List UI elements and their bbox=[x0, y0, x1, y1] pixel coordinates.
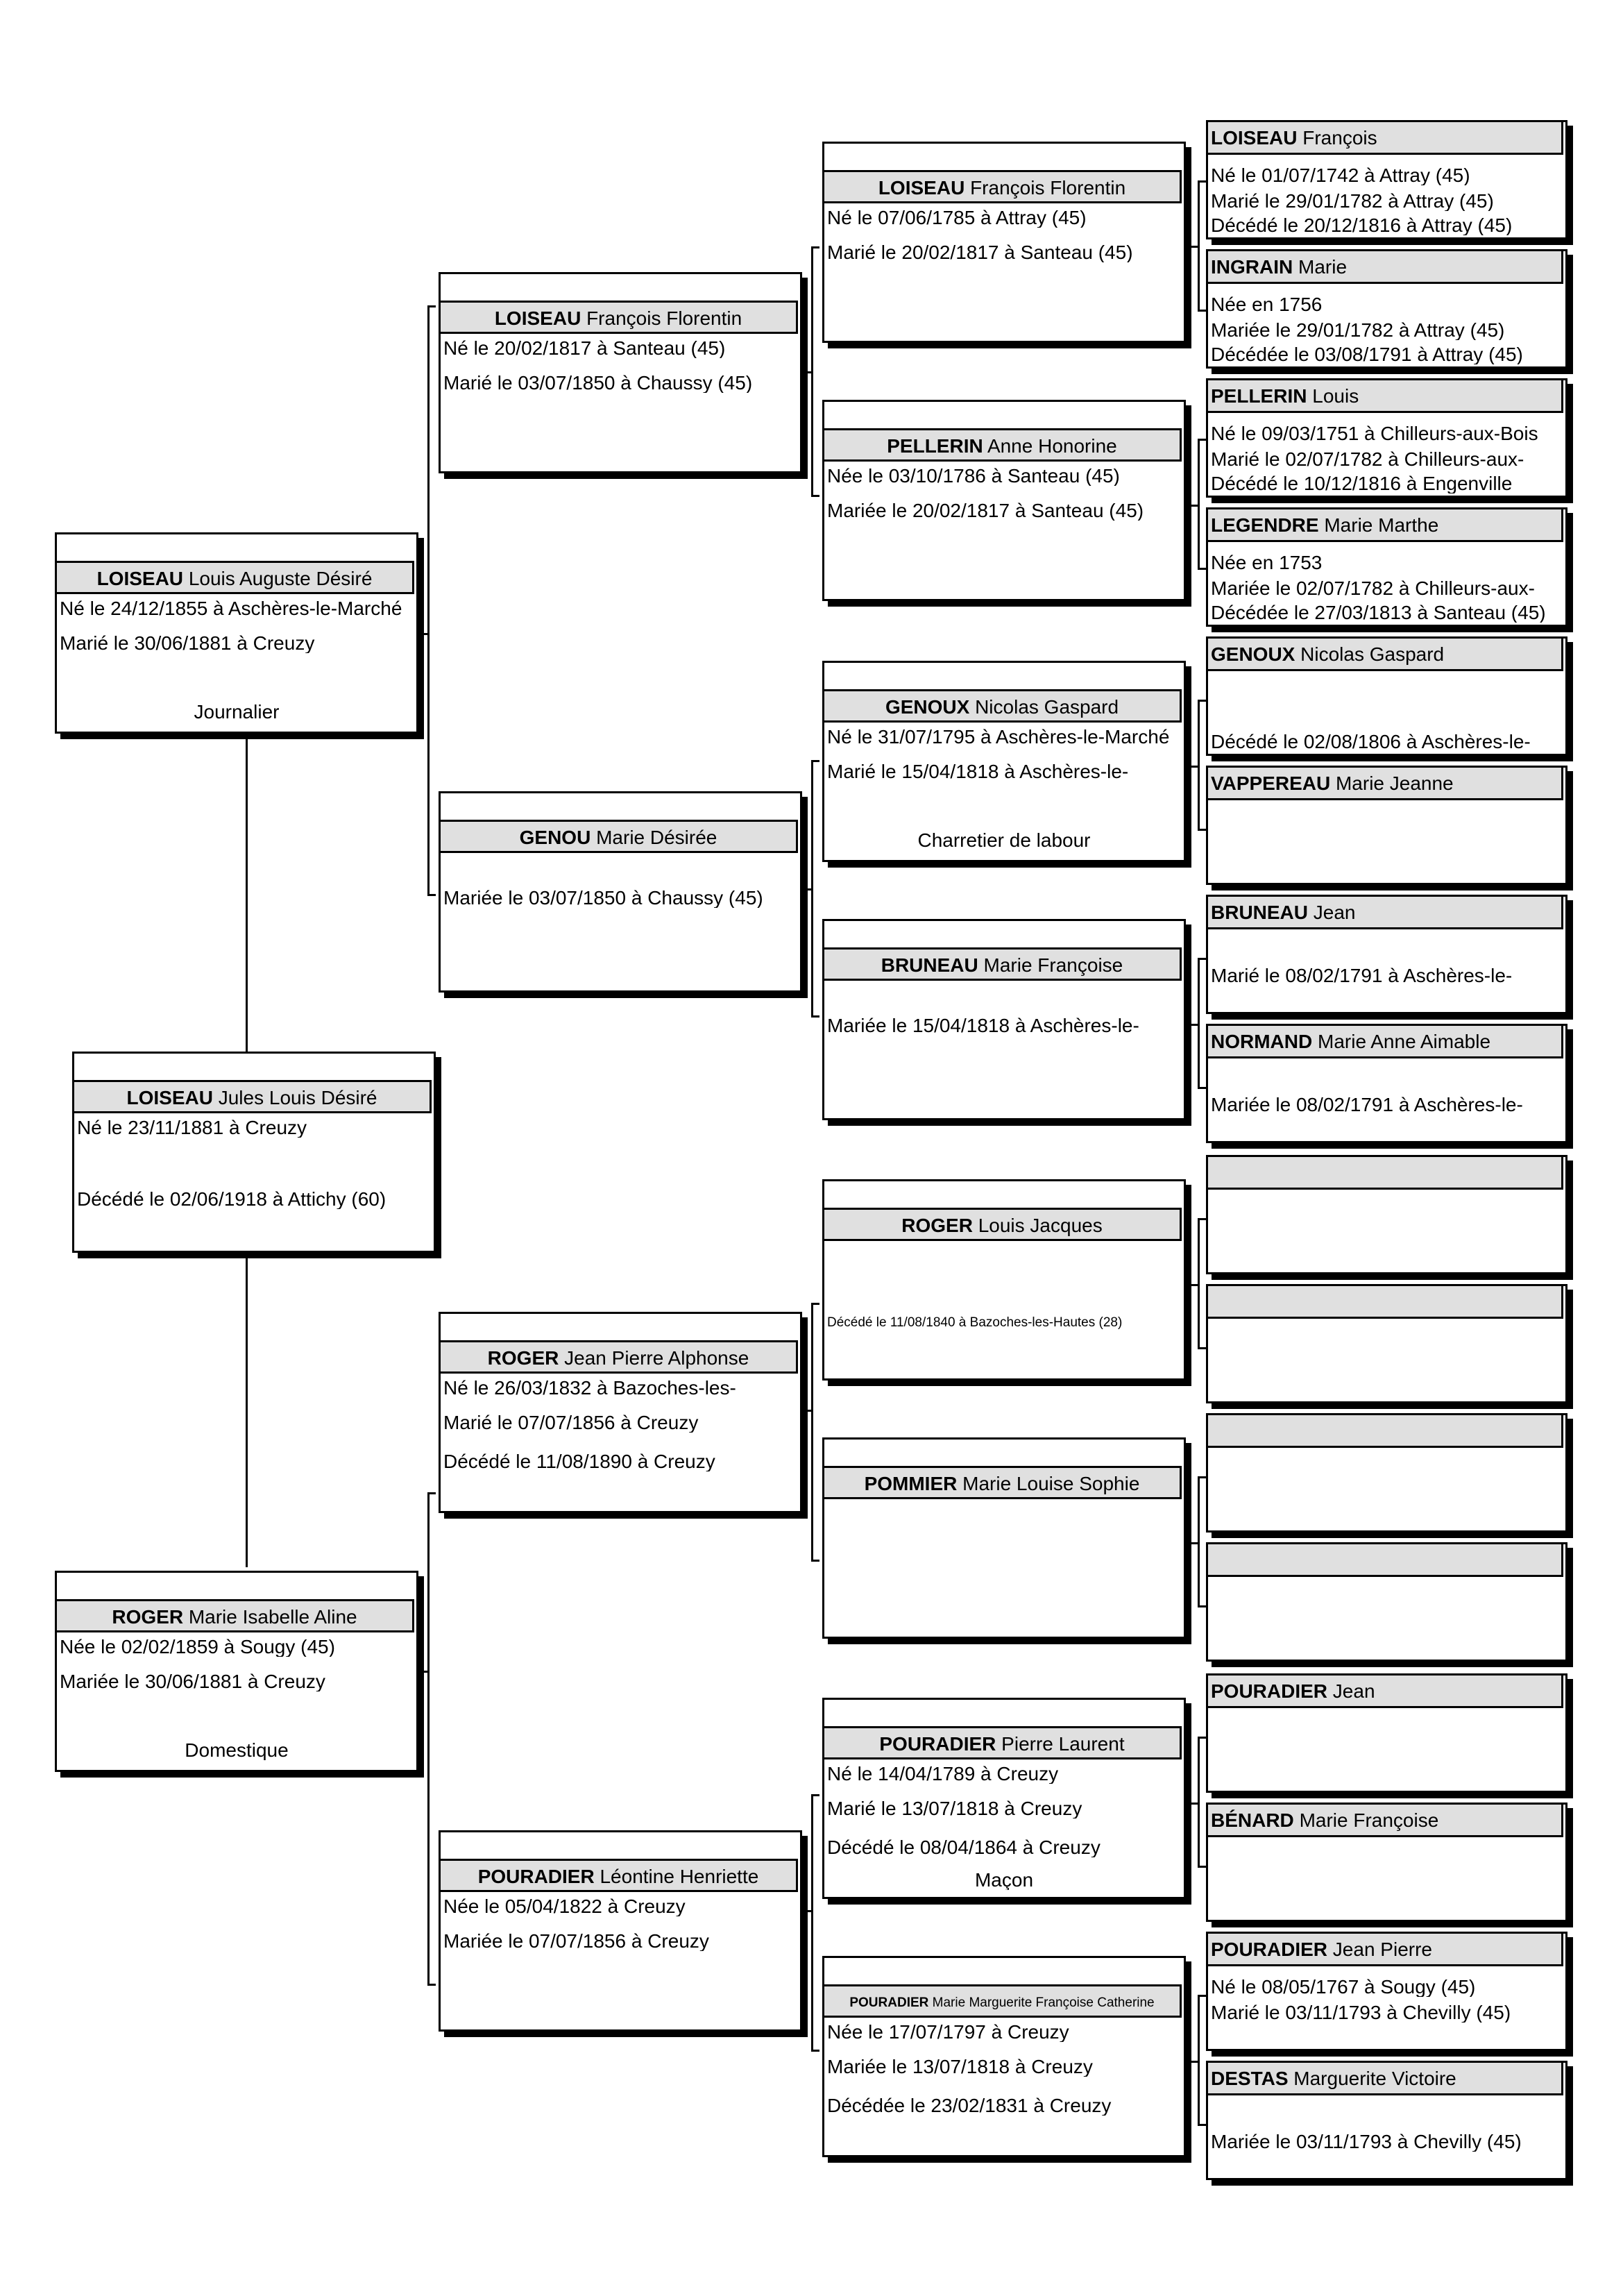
person-box-self[interactable] bbox=[72, 1052, 436, 1253]
surname: POURADIER bbox=[1211, 1939, 1328, 1960]
person-box-ancestor[interactable] bbox=[822, 661, 1186, 862]
name-bar bbox=[1206, 1024, 1563, 1058]
connector-father-parents bbox=[427, 894, 436, 896]
name-bar bbox=[822, 1726, 1182, 1759]
connector-g4-g5 bbox=[1198, 1347, 1206, 1349]
person-box-ancestor[interactable] bbox=[1206, 378, 1567, 498]
marriage-line: Mariée le 07/07/1856 à Creuzy bbox=[443, 1932, 709, 1951]
person-box-paternal-grandmother[interactable] bbox=[439, 791, 802, 993]
name-bar bbox=[1206, 2061, 1563, 2095]
person-box-ancestor[interactable] bbox=[1206, 1803, 1567, 1922]
birth-line: Né le 26/03/1832 à Bazoches-les- bbox=[443, 1378, 736, 1398]
connector-father-parents bbox=[421, 633, 430, 635]
name-bar bbox=[822, 947, 1182, 981]
surname: LOISEAU bbox=[1211, 127, 1298, 149]
given-names: Jean bbox=[1313, 902, 1356, 923]
surname: POURADIER bbox=[1211, 1680, 1328, 1702]
surname: POURADIER bbox=[849, 1995, 929, 2010]
connector-g4-g5 bbox=[1198, 1476, 1206, 1478]
birth-line: Née en 1756 bbox=[1211, 295, 1323, 314]
given-names: Marie bbox=[1298, 256, 1348, 278]
marriage-line: Marié le 08/02/1791 à Aschères-le- bbox=[1211, 966, 1513, 986]
marriage-line: Marié le 03/11/1793 à Chevilly (45) bbox=[1211, 2003, 1511, 2023]
person-box-ancestor[interactable] bbox=[822, 142, 1186, 343]
name-bar bbox=[1206, 1155, 1563, 1190]
surname: LOISEAU bbox=[126, 1087, 213, 1108]
marriage-line: Marié le 15/04/1818 à Aschères-le- bbox=[827, 762, 1129, 782]
name-bar bbox=[439, 1340, 798, 1374]
given-names: Marguerite Victoire bbox=[1293, 2068, 1456, 2089]
connector-mother-parents bbox=[427, 1492, 430, 1985]
connector-g4-g5 bbox=[1191, 1542, 1200, 1544]
connector-g4-g5 bbox=[1198, 1218, 1206, 1220]
given-names: Marie Françoise bbox=[1299, 1809, 1439, 1831]
connector-g3-g4 bbox=[811, 1794, 813, 2051]
name-bar bbox=[72, 1080, 432, 1113]
surname: LOISEAU bbox=[96, 568, 184, 589]
birth-line: Née le 17/07/1797 à Creuzy bbox=[827, 2023, 1069, 2042]
surname: PELLERIN bbox=[887, 435, 983, 457]
connector-g4-g5 bbox=[1198, 1737, 1200, 1867]
birth-line: Né le 31/07/1795 à Aschères-le-Marché bbox=[827, 727, 1170, 747]
marriage-line: Mariée le 15/04/1818 à Aschères-le- bbox=[827, 1016, 1139, 1036]
given-names: Nicolas Gaspard bbox=[1300, 643, 1445, 665]
connector-mother-parents bbox=[421, 1671, 430, 1673]
connector-g4-g5 bbox=[1191, 1803, 1200, 1805]
connector-g4-g5 bbox=[1198, 1866, 1206, 1868]
given-names: Marie Désirée bbox=[596, 827, 717, 848]
surname: VAPPEREAU bbox=[1211, 773, 1331, 794]
name-bar bbox=[439, 820, 798, 853]
connector-g4-g5 bbox=[1198, 180, 1206, 183]
name-bar bbox=[55, 1599, 414, 1632]
surname: POURADIER bbox=[477, 1866, 595, 1887]
person-box-ancestor[interactable] bbox=[1206, 895, 1567, 1014]
birth-line: Né le 09/03/1751 à Chilleurs-aux-Bois bbox=[1211, 424, 1538, 444]
surname: BÉNARD bbox=[1211, 1809, 1294, 1831]
death-line: Décédé le 02/08/1806 à Aschères-le- bbox=[1211, 732, 1531, 752]
person-box-ancestor[interactable] bbox=[822, 1437, 1186, 1639]
surname: GENOUX bbox=[885, 696, 970, 718]
birth-line: Née en 1753 bbox=[1211, 553, 1323, 573]
marriage-line: Mariée le 29/01/1782 à Attray (45) bbox=[1211, 321, 1505, 340]
connector-g4-g5 bbox=[1198, 1087, 1206, 1089]
connector-g4-g5 bbox=[1198, 2124, 1206, 2126]
connector-g4-g5 bbox=[1191, 1024, 1200, 1026]
birth-line: Né le 20/02/1817 à Santeau (45) bbox=[443, 339, 726, 358]
name-bar bbox=[1206, 378, 1563, 413]
given-names: François Florentin bbox=[586, 307, 742, 329]
death-line: Décédé le 02/06/1918 à Attichy (60) bbox=[77, 1190, 386, 1209]
name-bar bbox=[822, 1466, 1182, 1499]
birth-line: Né le 07/06/1785 à Attray (45) bbox=[827, 208, 1087, 228]
connector-g4-g5 bbox=[1198, 1476, 1200, 1607]
birth-line: Né le 08/05/1767 à Sougy (45) bbox=[1211, 1977, 1476, 1997]
connector-g3-g4 bbox=[811, 1303, 819, 1305]
name-bar bbox=[822, 689, 1182, 723]
surname: GENOU bbox=[519, 827, 591, 848]
given-names: Marie Françoise bbox=[983, 954, 1123, 976]
person-box-ancestor[interactable] bbox=[1206, 766, 1567, 885]
connector-g3-g4 bbox=[805, 1410, 813, 1412]
name-bar bbox=[822, 428, 1182, 462]
name-bar bbox=[822, 1984, 1182, 2018]
person-box-maternal-grandmother[interactable] bbox=[439, 1830, 802, 2032]
death-line: Décédé le 11/08/1840 à Bazoches-les-Hautes (28) bbox=[827, 1316, 1123, 1329]
marriage-line: Mariée le 02/07/1782 à Chilleurs-aux- bbox=[1211, 579, 1535, 598]
marriage-line: Marié le 07/07/1856 à Creuzy bbox=[443, 1413, 699, 1433]
surname: GENOUX bbox=[1211, 643, 1295, 665]
name-bar bbox=[1206, 1673, 1563, 1708]
connector-g4-g5 bbox=[1198, 439, 1200, 569]
birth-line: Née le 02/02/1859 à Sougy (45) bbox=[60, 1637, 335, 1657]
given-names: Jean Pierre Alphonse bbox=[564, 1347, 749, 1369]
given-names: Louis bbox=[1312, 385, 1359, 407]
given-names: Anne Honorine bbox=[987, 435, 1117, 457]
connector-g4-g5 bbox=[1191, 1284, 1200, 1286]
connector-g4-g5 bbox=[1198, 310, 1206, 312]
marriage-line: Marié le 02/07/1782 à Chilleurs-aux- bbox=[1211, 450, 1524, 469]
given-names: Pierre Laurent bbox=[1001, 1733, 1125, 1755]
occupation-line: Journalier bbox=[194, 702, 280, 722]
connector-g4-g5 bbox=[1198, 1995, 1206, 1997]
person-box-mother[interactable] bbox=[55, 1571, 418, 1772]
given-names: Jules Louis Désiré bbox=[218, 1087, 377, 1108]
surname: ROGER bbox=[112, 1606, 184, 1628]
person-box-empty[interactable] bbox=[1206, 1155, 1567, 1274]
name-bar bbox=[1206, 507, 1563, 542]
person-box-ancestor[interactable] bbox=[1206, 249, 1567, 369]
marriage-line: Marié le 29/01/1782 à Attray (45) bbox=[1211, 192, 1494, 211]
given-names: François bbox=[1302, 127, 1377, 149]
connector-g4-g5 bbox=[1198, 1737, 1206, 1739]
person-box-ancestor[interactable] bbox=[822, 1698, 1186, 1899]
person-box-ancestor[interactable] bbox=[1206, 636, 1567, 756]
connector-g3-g4 bbox=[805, 1910, 813, 1912]
surname: NORMAND bbox=[1211, 1031, 1313, 1052]
person-box-paternal-grandfather[interactable] bbox=[439, 272, 802, 473]
surname: BRUNEAU bbox=[881, 954, 978, 976]
connector-g3-g4 bbox=[805, 888, 813, 890]
marriage-line: Marié le 20/02/1817 à Santeau (45) bbox=[827, 243, 1133, 262]
connector-g4-g5 bbox=[1198, 958, 1200, 1088]
death-line: Décédée le 23/02/1831 à Creuzy bbox=[827, 2096, 1112, 2116]
surname: ROGER bbox=[901, 1215, 973, 1236]
name-bar bbox=[822, 1208, 1182, 1241]
name-bar bbox=[1206, 1542, 1563, 1577]
connector-g4-g5 bbox=[1198, 1605, 1206, 1607]
death-line: Décédée le 27/03/1813 à Santeau (45) bbox=[1211, 603, 1546, 623]
given-names: Marie Marthe bbox=[1324, 514, 1439, 536]
surname: BRUNEAU bbox=[1211, 902, 1308, 923]
person-box-ancestor[interactable] bbox=[822, 400, 1186, 601]
person-box-ancestor[interactable] bbox=[1206, 120, 1567, 239]
person-box-empty[interactable] bbox=[1206, 1542, 1567, 1662]
connector-g3-g4 bbox=[811, 760, 819, 762]
person-box-empty[interactable] bbox=[1206, 1413, 1567, 1533]
surname: DESTAS bbox=[1211, 2068, 1289, 2089]
given-names: Jean bbox=[1332, 1680, 1375, 1702]
death-line: Décédée le 03/08/1791 à Attray (45) bbox=[1211, 345, 1523, 364]
given-names: Nicolas Gaspard bbox=[975, 696, 1119, 718]
given-names: Louis Jacques bbox=[978, 1215, 1103, 1236]
person-box-ancestor[interactable] bbox=[1206, 1673, 1567, 1793]
connector-g4-g5 bbox=[1198, 439, 1206, 441]
marriage-line: Mariée le 03/07/1850 à Chaussy (45) bbox=[443, 888, 763, 908]
surname: POMMIER bbox=[864, 1473, 958, 1494]
person-box-ancestor[interactable] bbox=[822, 919, 1186, 1120]
birth-line: Né le 01/07/1742 à Attray (45) bbox=[1211, 166, 1470, 185]
surname: LOISEAU bbox=[878, 177, 965, 199]
name-bar bbox=[1206, 636, 1563, 671]
connector-father-parents bbox=[427, 305, 436, 307]
birth-line: Née le 05/04/1822 à Creuzy bbox=[443, 1897, 686, 1916]
death-line: Décédé le 10/12/1816 à Engenville bbox=[1211, 474, 1513, 493]
name-bar bbox=[1206, 1932, 1563, 1966]
occupation-line: Maçon bbox=[974, 1871, 1034, 1890]
surname: LEGENDRE bbox=[1211, 514, 1319, 536]
surname: POURADIER bbox=[879, 1733, 996, 1755]
person-box-ancestor[interactable] bbox=[1206, 2061, 1567, 2180]
birth-line: Né le 23/11/1881 à Creuzy bbox=[77, 1118, 307, 1138]
name-bar bbox=[439, 1859, 798, 1892]
name-bar bbox=[1206, 1413, 1563, 1448]
connector-g4-g5 bbox=[1198, 1218, 1200, 1349]
birth-line: Née le 03/10/1786 à Santeau (45) bbox=[827, 466, 1120, 486]
name-bar bbox=[1206, 766, 1563, 800]
person-box-ancestor[interactable] bbox=[822, 1956, 1186, 2157]
connector-mother-parents bbox=[427, 1492, 436, 1494]
given-names: Marie Louise Sophie bbox=[962, 1473, 1140, 1494]
given-names: Marie Anne Aimable bbox=[1318, 1031, 1491, 1052]
connector-g4-g5 bbox=[1198, 958, 1206, 960]
marriage-line: Mariée le 30/06/1881 à Creuzy bbox=[60, 1672, 325, 1691]
name-bar bbox=[1206, 120, 1563, 155]
death-line: Décédé le 11/08/1890 à Creuzy bbox=[443, 1452, 715, 1471]
birth-line: Né le 14/04/1789 à Creuzy bbox=[827, 1764, 1059, 1784]
name-bar bbox=[55, 561, 414, 594]
surname: LOISEAU bbox=[494, 307, 581, 329]
person-box-ancestor[interactable] bbox=[1206, 1932, 1567, 2051]
death-line: Décédé le 20/12/1816 à Attray (45) bbox=[1211, 216, 1513, 235]
connector-g3-g4 bbox=[811, 1560, 819, 1562]
person-box-ancestor[interactable] bbox=[822, 1179, 1186, 1381]
name-bar bbox=[1206, 895, 1563, 929]
person-box-ancestor[interactable] bbox=[1206, 507, 1567, 627]
connector-g4-g5 bbox=[1198, 568, 1206, 570]
marriage-line: Marié le 30/06/1881 à Creuzy bbox=[60, 634, 315, 653]
connector-g3-g4 bbox=[811, 1303, 813, 1561]
connector-g4-g5 bbox=[1191, 505, 1200, 507]
connector-mother-parents bbox=[427, 1984, 436, 1986]
name-bar bbox=[1206, 249, 1563, 284]
connector-g3-g4 bbox=[811, 1015, 819, 1018]
given-names: Léontine Henriette bbox=[600, 1866, 759, 1887]
marriage-line: Mariée le 20/02/1817 à Santeau (45) bbox=[827, 501, 1144, 521]
connector-g3-g4 bbox=[811, 1794, 819, 1796]
given-names: François Florentin bbox=[970, 177, 1126, 199]
connector-g4-g5 bbox=[1198, 829, 1206, 831]
birth-line: Né le 24/12/1855 à Aschères-le-Marché bbox=[60, 599, 402, 618]
name-bar bbox=[822, 170, 1182, 203]
connector-g4-g5 bbox=[1191, 2061, 1200, 2063]
surname: ROGER bbox=[487, 1347, 559, 1369]
marriage-line: Marié le 03/07/1850 à Chaussy (45) bbox=[443, 373, 753, 393]
marriage-line: Marié le 13/07/1818 à Creuzy bbox=[827, 1799, 1082, 1818]
connector-g3-g4 bbox=[811, 246, 819, 248]
marriage-line: Mariée le 08/02/1791 à Aschères-le- bbox=[1211, 1095, 1523, 1115]
given-names: Jean Pierre bbox=[1332, 1939, 1432, 1960]
connector-g4-g5 bbox=[1198, 700, 1200, 830]
marriage-line: Mariée le 13/07/1818 à Creuzy bbox=[827, 2057, 1093, 2077]
death-line: Décédé le 08/04/1864 à Creuzy bbox=[827, 1838, 1101, 1857]
person-box-father[interactable] bbox=[55, 532, 418, 734]
surname: INGRAIN bbox=[1211, 256, 1293, 278]
connector-g4-g5 bbox=[1198, 700, 1206, 702]
person-box-empty[interactable] bbox=[1206, 1284, 1567, 1403]
connector-g4-g5 bbox=[1191, 246, 1200, 248]
given-names: Marie Marguerite Françoise Catherine bbox=[932, 1995, 1155, 2010]
person-box-maternal-grandfather[interactable] bbox=[439, 1312, 802, 1513]
occupation-line: Domestique bbox=[185, 1741, 289, 1760]
connector-g4-g5 bbox=[1198, 1995, 1200, 2125]
name-bar bbox=[1206, 1803, 1563, 1837]
name-bar bbox=[439, 301, 798, 334]
given-names: Marie Isabelle Aline bbox=[188, 1606, 357, 1628]
given-names: Louis Auguste Désiré bbox=[188, 568, 373, 589]
surname: PELLERIN bbox=[1211, 385, 1307, 407]
connector-g3-g4 bbox=[805, 371, 813, 373]
person-box-ancestor[interactable] bbox=[1206, 1024, 1567, 1143]
connector-g3-g4 bbox=[811, 2050, 819, 2052]
connector-g3-g4 bbox=[811, 495, 819, 497]
name-bar bbox=[1206, 1284, 1563, 1319]
given-names: Marie Jeanne bbox=[1335, 773, 1454, 794]
connector-g4-g5 bbox=[1191, 766, 1200, 768]
occupation-line: Charretier de labour bbox=[917, 831, 1091, 850]
marriage-line: Mariée le 03/11/1793 à Chevilly (45) bbox=[1211, 2132, 1522, 2152]
connector-father-parents bbox=[427, 305, 430, 895]
